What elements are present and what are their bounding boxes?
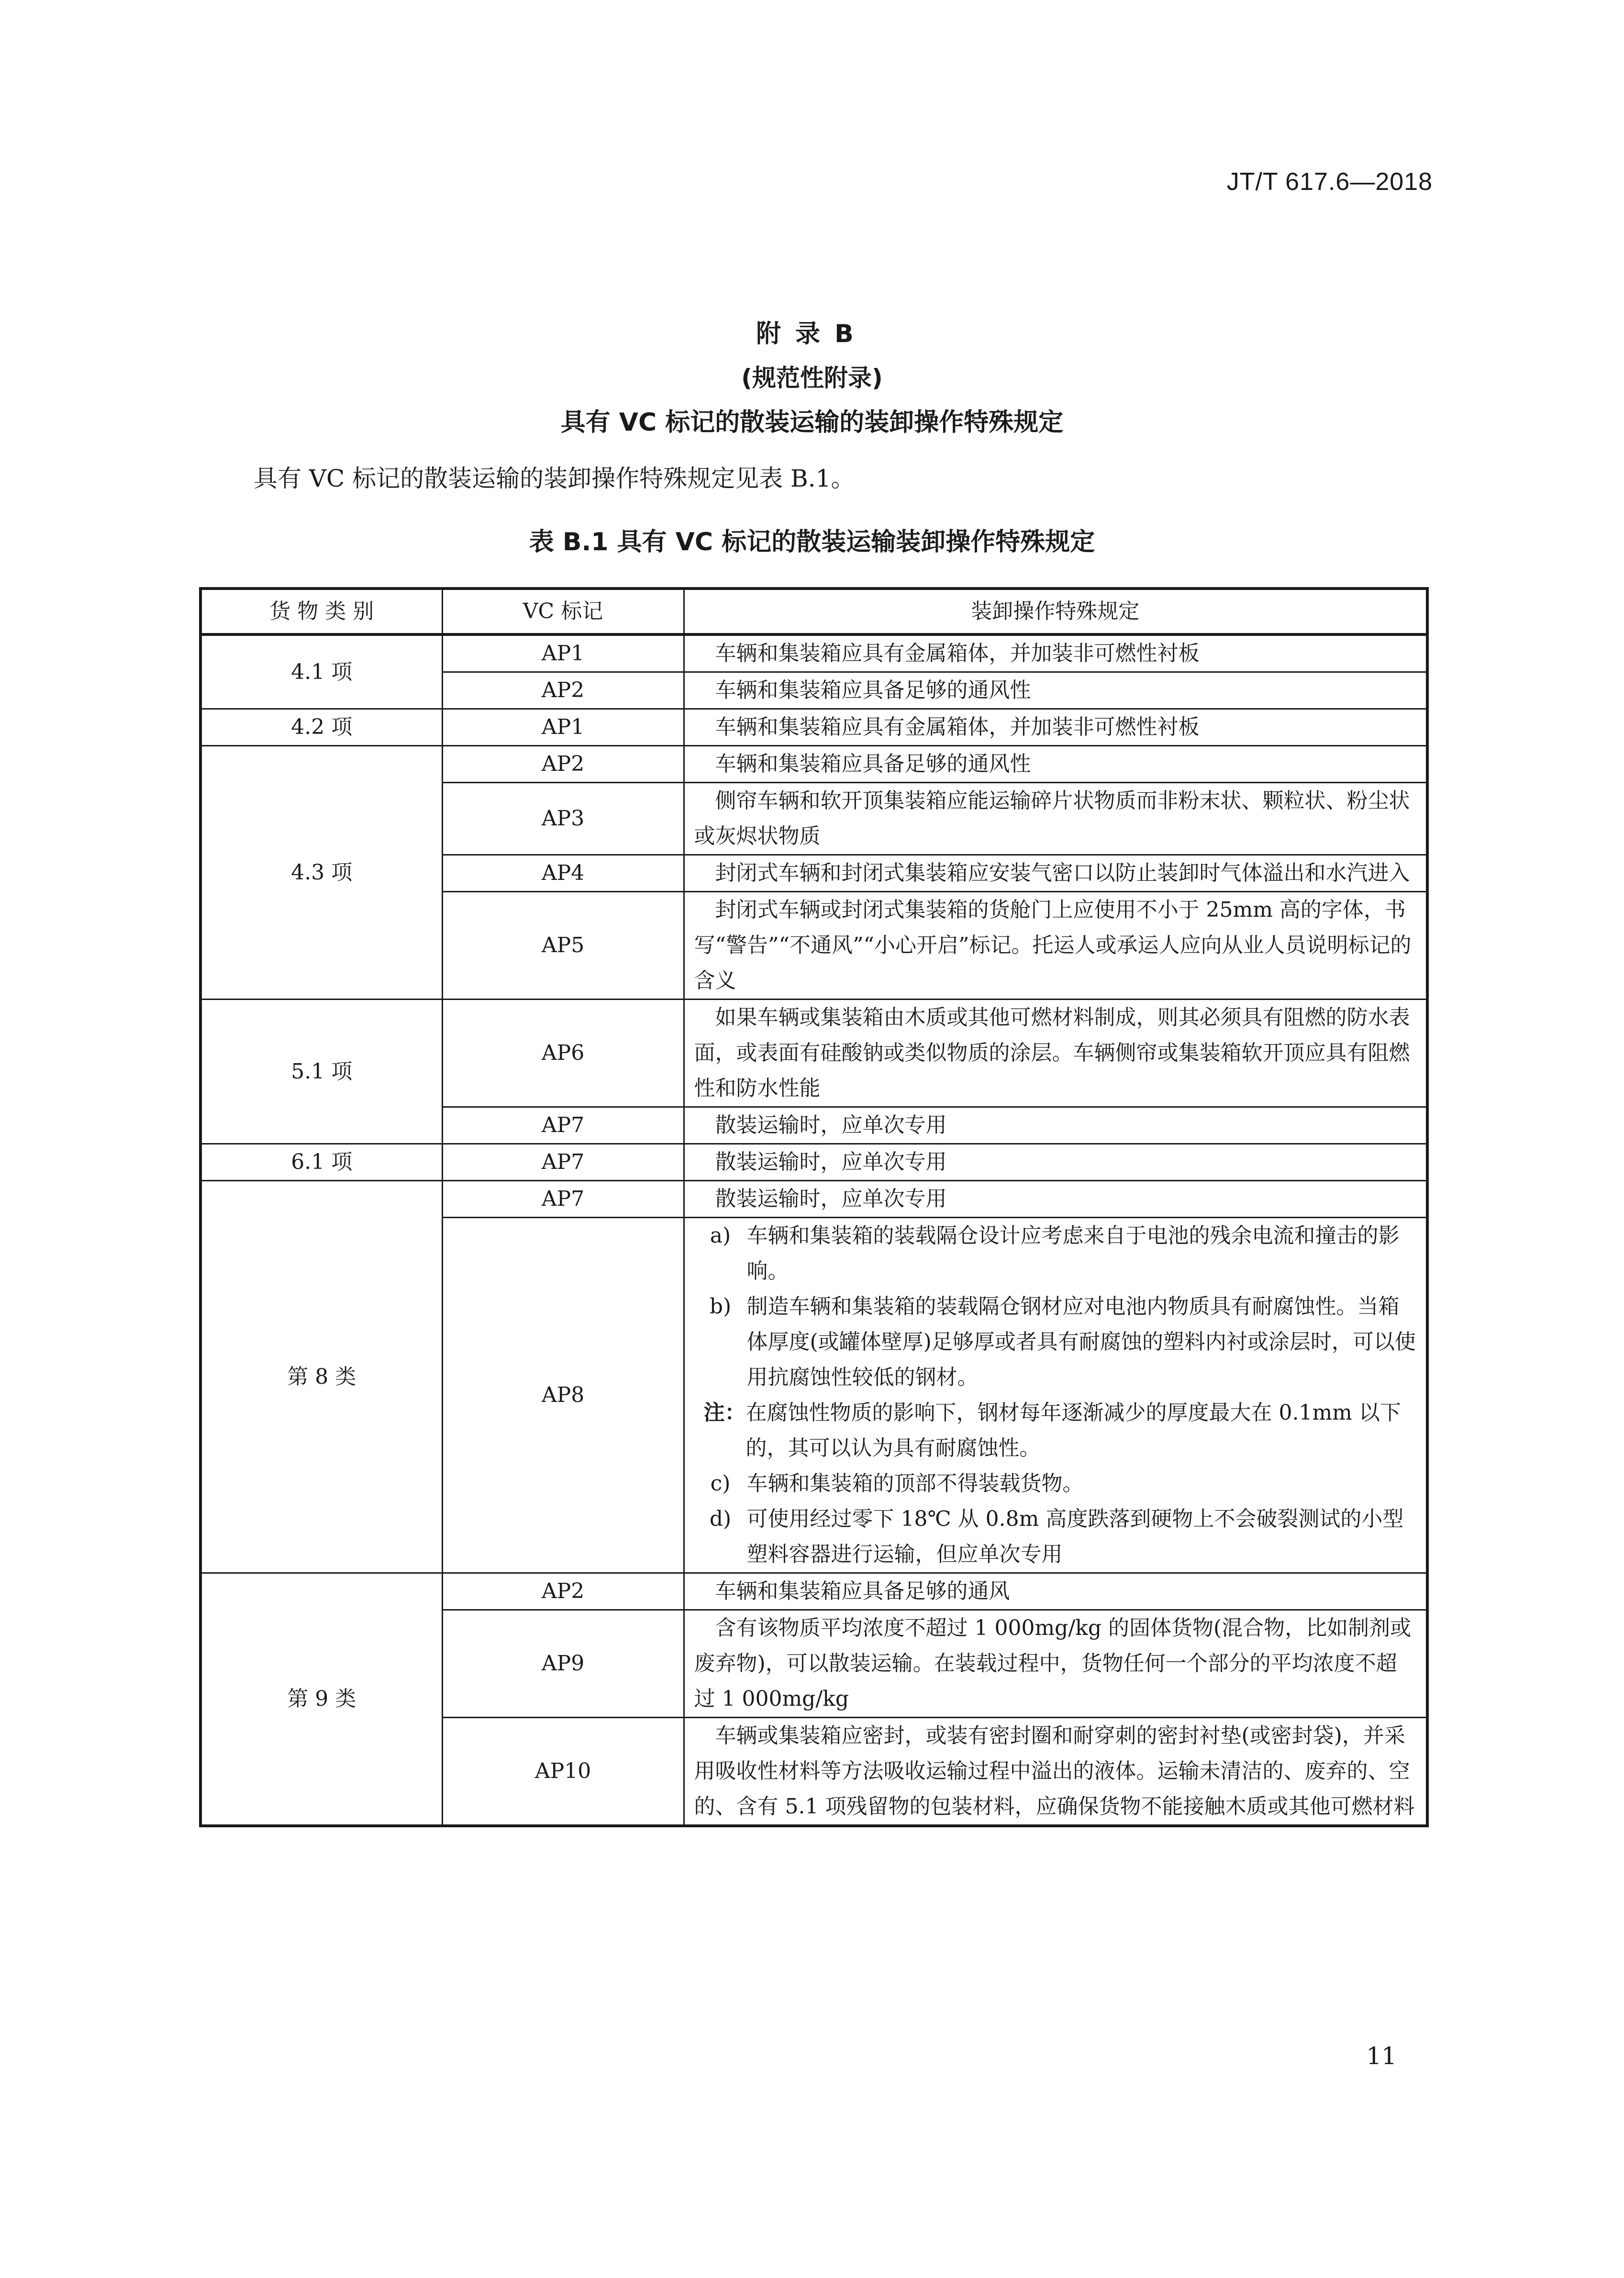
vc-mark-cell: AP1: [442, 634, 684, 672]
provision-cell: [684, 1000, 1427, 1107]
vc-mark-cell: AP5: [442, 892, 684, 1000]
category-cell: 4.2 项: [200, 709, 442, 746]
provision-text: 封闭式车辆或封闭式集装箱的货舱门上应使用不小于 25mm 高的字体，书写“警告”“不通风”“小心开启”标记。托运人或承运人应向从业人员说明标记的含义: [694, 898, 1412, 993]
provision-cell: [684, 1144, 1427, 1181]
provision-text: 含有该物质平均浓度不超过 1 000mg/kg 的固体货物(混合物，比如制剂或废弃物)，可以散装运输。在装载过程中，货物任何一个部分的平均浓度不超过 1 000mg/kg: [694, 1616, 1412, 1711]
provision-text: 散装运输时，应单次专用: [715, 1150, 947, 1174]
provision-text: 车辆和集装箱应具备足够的通风: [715, 1579, 1010, 1603]
table-row: [200, 709, 1427, 746]
provision-cell: [684, 1610, 1427, 1718]
provision-text: 封闭式车辆和封闭式集装箱应安装气密口以防止装卸时气体溢出和水汽进入: [715, 861, 1410, 885]
category-cell: 第 9 类: [200, 1573, 442, 1826]
note-text: 在腐蚀性物质的影响下，钢材每年逐渐减少的厚度最大在 0.1mm 以下的，其可以认为具有耐腐蚀性。: [745, 1400, 1401, 1460]
provision-text: 车辆和集装箱应具有金属箱体，并加装非可燃性衬板: [715, 715, 1200, 739]
provision-cell: [684, 672, 1427, 709]
provision-cell: [684, 1718, 1427, 1826]
category-cell: 第 8 类: [200, 1181, 442, 1573]
item-text: 车辆和集装箱的装载隔仓设计应考虑来自于电池的残余电流和撞击的影响。: [746, 1223, 1400, 1283]
provision-cell: [684, 1573, 1427, 1610]
provision-cell: [684, 1218, 1427, 1573]
vc-mark-cell: AP1: [442, 709, 684, 746]
provision-text: 车辆和集装箱应具备足够的通风性: [715, 752, 1031, 776]
provision-cell: [684, 1107, 1427, 1144]
category-cell: 5.1 项: [200, 1000, 442, 1144]
provision-text: 车辆和集装箱应具有金属箱体，并加装非可燃性衬板: [715, 641, 1200, 666]
vc-mark-cell: AP2: [442, 672, 684, 709]
note-label: 注：: [703, 1400, 746, 1425]
provision-text: 车辆或集装箱应密封，或装有密封圈和耐穿刺的密封衬垫(或密封袋)，并采用吸收性材料等方法吸收运输过程中溢出的液体。运输未清洁的、废弃的、空的、含有 5.1 项残留物的包装材料，应确保货物不能接触木质或其他可燃材料: [694, 1723, 1415, 1819]
vc-mark-cell: AP7: [442, 1181, 684, 1218]
provision-cell: [684, 855, 1427, 892]
provision-text: 如果车辆或集装箱由木质或其他可燃材料制成，则其必须具有阻燃的防水表面，或表面有硅酸钠或类似物质的涂层。车辆侧帘或集装箱软开顶应具有阻燃性和防水性能: [694, 1005, 1410, 1100]
provision-cell: [684, 634, 1427, 672]
list-item: [694, 1501, 1417, 1572]
document-code: JT/T 617.6—2018: [1226, 168, 1433, 196]
provision-text: 散装运输时，应单次专用: [715, 1113, 947, 1137]
provision-text: 散装运输时，应单次专用: [715, 1187, 947, 1211]
item-label: c): [710, 1471, 731, 1496]
category-cell: 4.1 项: [200, 634, 442, 709]
vc-mark-cell: AP2: [442, 746, 684, 783]
table-row: [200, 1573, 1427, 1610]
vc-mark-cell: AP4: [442, 855, 684, 892]
table-header-row: [200, 589, 1427, 634]
vc-mark-cell: AP7: [442, 1107, 684, 1144]
provision-cell: [684, 746, 1427, 783]
provision-text: 车辆和集装箱应具备足够的通风性: [715, 678, 1031, 702]
category-cell: 4.3 项: [200, 746, 442, 1000]
vc-mark-cell: AP8: [442, 1218, 684, 1573]
table-row: [200, 1144, 1427, 1181]
item-label: d): [709, 1507, 732, 1531]
vc-mark-cell: AP9: [442, 1610, 684, 1718]
provision-cell: [684, 892, 1427, 1000]
annex-subtitle: (规范性附录): [741, 364, 883, 392]
table-caption: 表 B.1 具有 VC 标记的散装运输装卸操作特殊规定: [529, 528, 1095, 556]
special-provisions-table: [199, 587, 1429, 1827]
intro-paragraph: 具有 VC 标记的散装运输的装卸操作特殊规定见表 B.1。: [254, 465, 855, 492]
page-number: 11: [1366, 2042, 1397, 2070]
provision-cell: [684, 783, 1427, 855]
provision-text: 侧帘车辆和软开顶集装箱应能运输碎片状物质而非粉末状、颗粒状、粉尘状或灰烬状物质: [694, 789, 1410, 848]
header-provision: 装卸操作特殊规定: [684, 589, 1427, 634]
table-row: [200, 1000, 1427, 1107]
header-category: 货 物 类 别: [200, 589, 442, 634]
vc-mark-cell: AP6: [442, 1000, 684, 1107]
list-item: [694, 1218, 1417, 1289]
item-label: a): [710, 1223, 731, 1248]
list-item: [694, 1289, 1417, 1395]
annex-heading: 具有 VC 标记的散装运输的装卸操作特殊规定: [560, 408, 1064, 437]
table-row: [200, 1181, 1427, 1218]
item-label: b): [709, 1294, 732, 1319]
table-row: [200, 746, 1427, 783]
list-item: [694, 1466, 1417, 1501]
vc-mark-cell: AP2: [442, 1573, 684, 1610]
provision-cell: [684, 709, 1427, 746]
table-row: [200, 634, 1427, 672]
vc-mark-cell: AP10: [442, 1718, 684, 1826]
vc-mark-cell: AP7: [442, 1144, 684, 1181]
vc-mark-cell: AP3: [442, 783, 684, 855]
category-cell: 6.1 项: [200, 1144, 442, 1181]
note: [694, 1395, 1417, 1466]
item-text: 车辆和集装箱的顶部不得装载货物。: [746, 1471, 1084, 1496]
item-text: 可使用经过零下 18℃ 从 0.8m 高度跌落到硬物上不会破裂测试的小型塑料容器进行运输，但应单次专用: [746, 1507, 1404, 1567]
header-vc-mark: VC 标记: [442, 589, 684, 634]
annex-title: 附录B: [756, 320, 868, 348]
item-text: 制造车辆和集装箱的装载隔仓钢材应对电池内物质具有耐腐蚀性。当箱体厚度(或罐体壁厚)足够厚或者具有耐腐蚀的塑料内衬或涂层时，可以使用抗腐蚀性较低的钢材。: [746, 1294, 1416, 1389]
provision-cell: [684, 1181, 1427, 1218]
